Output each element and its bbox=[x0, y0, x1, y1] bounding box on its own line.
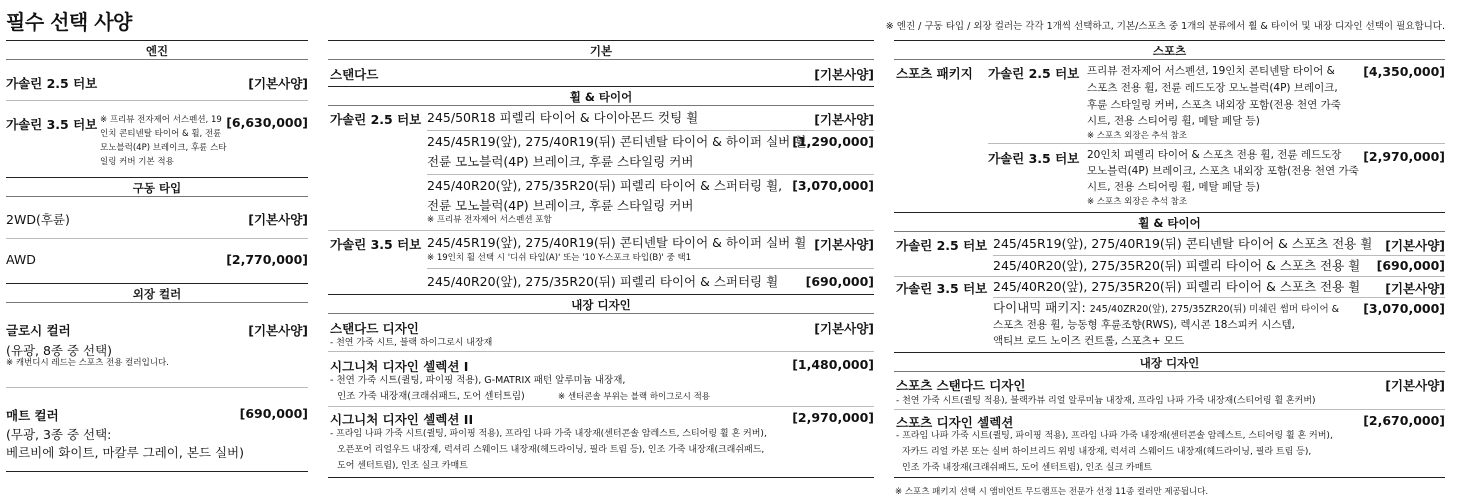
m-25-r3-desc1: 245/40R20(앞), 275/35R20(뒤) 피렐리 타이어 & 스퍼터링 휠, bbox=[427, 178, 783, 193]
divider bbox=[328, 406, 874, 407]
drive-header: 구동 타입 bbox=[6, 177, 308, 197]
std-design-price: [기본사양] bbox=[814, 321, 874, 336]
sw35-r2-price: [3,070,000] bbox=[1363, 301, 1445, 316]
m-35-r2-price: [690,000] bbox=[805, 274, 874, 289]
m-25-r1-price: [기본사양] bbox=[814, 112, 874, 127]
top-note: ※ 엔진 / 구동 타입 / 외장 컬러는 각각 1개씩 선택하고, 기본/스포츠 중 1개의 분류에서 휠 & 타이어 및 내장 디자인 선택이 필요합니다. bbox=[885, 21, 1445, 32]
matte-price: [690,000] bbox=[239, 406, 308, 421]
sw35-r1-price: [기본사양] bbox=[1385, 281, 1445, 296]
sig1-desc2: 인조 가죽 내장재(크래쉬패드, 도어 센터트림) bbox=[337, 391, 525, 402]
exterior-header: 외장 컬러 bbox=[6, 283, 308, 303]
m-25-r3-desc2: 전륜 모노블럭(4P) 브레이크, 후륜 스타일링 커버 bbox=[427, 198, 694, 213]
footnote: ※ 스포츠 패키지 선택 시 앰비언트 무드램프는 전문가 선정 11종 컬러만 제공됩니다. bbox=[895, 487, 1209, 497]
m-25-r2-desc1: 245/45R19(앞), 275/40R19(뒤) 콘티넨탈 타이어 & 하이퍼 실버 휠, bbox=[427, 134, 811, 149]
standard-price: [기본사양] bbox=[814, 67, 874, 82]
engine-35-note: ※ 프리뷰 전자제어 서스펜션, 19인치 콘티넨탈 타이어 & 휠, 전륜 모노블럭(4P) 브레이크, 후륜 스타일링 커버 기본 적용 bbox=[100, 115, 227, 167]
divider bbox=[6, 471, 308, 472]
matte-sub1: (무광, 3종 중 선택: bbox=[6, 427, 112, 442]
m-35-r1-note: ※ 19인치 휠 선택 시 '디쉬 타입(A)' 또는 '10 Y-스포크 타입(B)' 중 택1 bbox=[427, 253, 692, 263]
m-35-r2-desc: 245/40R20(앞), 275/35R20(뒤) 피렐리 타이어 & 스퍼터링 휠 bbox=[427, 274, 779, 289]
pkg35-desc2: 모노블럭(4P) 브레이크, 스포츠 내외장 포함(전용 천연 가죽 bbox=[1087, 165, 1359, 177]
drive-2wd-label: 2WD(후륜) bbox=[6, 212, 70, 227]
pkg25-note: ※ 스포츠 외장은 추석 참조 bbox=[1087, 131, 1188, 141]
drive-awd-price: [2,770,000] bbox=[226, 252, 308, 267]
divider bbox=[894, 409, 1445, 410]
basic-header: 기본 bbox=[328, 40, 874, 60]
gloss-sub: (유광, 8종 중 선택) bbox=[6, 343, 113, 358]
sig1-label: 시그니처 디자인 셀렉션 I bbox=[330, 359, 469, 374]
sport-std-desc: - 천연 가죽 시트(퀼팅 적용), 블랙카뷰 리얼 알루미늄 내장재, 프라임 나파 가죽 내장재(스티어링 휠 혼커버) bbox=[896, 396, 1316, 406]
sw25-r2-price: [690,000] bbox=[1376, 258, 1445, 273]
m-35-r1-price: [기본사양] bbox=[814, 237, 874, 252]
m-25-r3-note: ※ 프리뷰 전자제어 서스펜션 포함 bbox=[427, 215, 552, 225]
sw35-r2-desc2: 스포츠 전용 휠, 능동형 후륜조향(RWS), 렉시콘 18스피커 시스템, bbox=[993, 319, 1295, 331]
sport-interior-header: 내장 디자인 bbox=[894, 352, 1445, 372]
sport-sel-desc1: - 프라임 나파 가죽 시트(퀼팅, 파이핑 적용), 프라임 나파 가죽 내장재(센터콘솔 암레스트, 스티어링 휠 혼 커버), bbox=[896, 431, 1333, 441]
pkg35-desc3: 시트, 전용 스티어링 휠, 메탈 페달 등) bbox=[1087, 181, 1260, 193]
matte-label: 매트 컬러 bbox=[6, 408, 59, 423]
m-35-r1-desc: 245/45R19(앞), 275/40R19(뒤) 콘티넨탈 타이어 & 하이퍼 실버 휠 bbox=[427, 235, 807, 250]
m-25-label: 가솔린 2.5 터보 bbox=[330, 112, 422, 127]
sig1-note: ※ 센터콘솔 부위는 블랙 하이그로시 적용 bbox=[558, 392, 711, 402]
sport-std-price: [기본사양] bbox=[1385, 378, 1445, 393]
m-25-r3-price: [3,070,000] bbox=[792, 178, 874, 193]
divider bbox=[6, 100, 308, 101]
pkg35-price: [2,970,000] bbox=[1363, 149, 1445, 164]
drive-2wd-price: [기본사양] bbox=[248, 212, 308, 227]
sig2-desc1: - 프라임 나파 가죽 시트(퀼팅, 파이핑 적용), 프라임 나파 가죽 내장재(센터콘솔 암레스트, 스티어링 휠 혼 커버), bbox=[330, 429, 767, 439]
engine-35-price: [6,630,000] bbox=[226, 115, 308, 130]
standard-label: 스탠다드 bbox=[330, 67, 379, 82]
gloss-note: ※ 캐번디시 레드는 스포츠 전용 컬러입니다. bbox=[6, 358, 169, 368]
pkg35-label: 가솔린 3.5 터보 bbox=[988, 151, 1080, 166]
pkg25-price: [4,350,000] bbox=[1363, 64, 1445, 79]
m-25-r2-price: [1,290,000] bbox=[792, 134, 874, 149]
sw35-r2-desc3: 액티브 로드 노이즈 컨트롤, 스포츠+ 모드 bbox=[993, 335, 1185, 347]
sig2-desc3: 도어 센터트림), 인조 실크 카매트 bbox=[337, 461, 468, 471]
pkg25-desc2: 스포츠 전용 휠, 전륜 레드도장 모노블럭(4P) 브레이크, bbox=[1087, 82, 1338, 94]
engine-35-label: 가솔린 3.5 터보 bbox=[6, 117, 98, 132]
std-design-label: 스탠다드 디자인 bbox=[330, 321, 419, 336]
engine-header: 엔진 bbox=[6, 40, 308, 60]
sport-std-label: 스포츠 스탠다드 디자인 bbox=[896, 378, 1026, 393]
pkg35-note: ※ 스포츠 외장은 추석 참조 bbox=[1087, 197, 1188, 207]
divider bbox=[988, 143, 1445, 144]
sw25-label: 가솔린 2.5 터보 bbox=[896, 238, 988, 253]
interior-header: 내장 디자인 bbox=[328, 294, 874, 314]
pkg35-desc1: 20인치 피렐리 타이어 & 스포츠 전용 휠, 전륜 레드도장 bbox=[1087, 149, 1342, 161]
divider bbox=[427, 130, 874, 131]
sw35-label: 가솔린 3.5 터보 bbox=[896, 281, 988, 296]
sw25-r1-desc: 245/45R19(앞), 275/40R19(뒤) 콘티넨탈 타이어 & 스포츠 전용 휠 bbox=[993, 236, 1373, 251]
wheel-header: 휠 & 타이어 bbox=[328, 86, 874, 106]
divider bbox=[6, 238, 308, 239]
pkg25-desc1: 프리뷰 전자제어 서스펜션, 19인치 콘티넨탈 타이어 & bbox=[1087, 65, 1335, 77]
engine-25-label: 가솔린 2.5 터보 bbox=[6, 76, 98, 91]
m-25-r1-desc: 245/50R18 피렐리 타이어 & 다이아몬드 컷팅 휠 bbox=[427, 110, 699, 125]
divider bbox=[328, 477, 874, 478]
sport-sel-desc2: 자카드 리얼 카본 또는 실버 하이브리드 위빙 내장재, 럭셔리 스웨이드 내장재(헤드라이닝, 필라 트림 등), bbox=[902, 447, 1312, 457]
sw35-r2-desc bbox=[993, 298, 1339, 319]
pkg25-label: 가솔린 2.5 터보 bbox=[988, 66, 1080, 81]
sport-header: 스포츠 bbox=[894, 40, 1445, 60]
matte-sub2: 베르비에 화이트, 마칼루 그레이, 본드 실버) bbox=[6, 445, 244, 460]
divider bbox=[427, 174, 874, 175]
sig1-desc1: - 천연 가죽 시트(퀼팅, 파이핑 적용), G-MATRIX 패턴 알루미늄 내장재, bbox=[330, 375, 626, 386]
gloss-price: [기본사양] bbox=[248, 323, 308, 338]
sport-sel-desc3: 인조 가죽 내장재(크래쉬패드, 도어 센터트림), 인조 실크 카매트 bbox=[902, 463, 1153, 473]
engine-25-price: [기본사양] bbox=[248, 76, 308, 91]
divider bbox=[328, 230, 874, 231]
pkg25-desc4: 시트, 전용 스티어링 휠, 메탈 페달 등) bbox=[1087, 115, 1260, 127]
m-25-r2-desc2: 전륜 모노블럭(4P) 브레이크, 후륜 스타일링 커버 bbox=[427, 154, 694, 169]
drive-awd-label: AWD bbox=[6, 252, 36, 267]
sw25-r1-price: [기본사양] bbox=[1385, 238, 1445, 253]
sw25-r2-desc: 245/40R20(앞), 275/35R20(뒤) 피렐리 타이어 & 스포츠 전용 휠 bbox=[993, 258, 1361, 273]
divider bbox=[894, 477, 1445, 478]
gloss-label: 글로시 컬러 bbox=[6, 323, 71, 338]
sport-sel-label: 스포츠 디자인 셀렉션 bbox=[896, 415, 1014, 430]
sport-wheel-header: 휠 & 타이어 bbox=[894, 212, 1445, 232]
sig2-label: 시그니처 디자인 셀렉션 II bbox=[330, 412, 474, 427]
divider bbox=[427, 268, 874, 269]
pkg25-desc3: 후륜 스타일링 커버, 스포츠 내외장 포함(전용 천연 가죽 bbox=[1087, 99, 1341, 111]
std-design-desc: - 천연 가죽 시트, 블랙 하이그로시 내장재 bbox=[330, 338, 493, 348]
sig2-desc2: 오픈포어 리얼우드 내장재, 럭셔리 스웨이드 내장재(헤드라이닝, 필라 트림 등), 인조 가죽 내장재(크래쉬패드, bbox=[337, 445, 765, 455]
sw35-r2-desc-a: 다이내믹 패키지: bbox=[993, 300, 1090, 315]
sw35-r1-desc: 245/40R20(앞), 275/35R20(뒤) 피렐리 타이어 & 스포츠 전용 휠 bbox=[993, 279, 1361, 294]
m-35-label: 가솔린 3.5 터보 bbox=[330, 237, 422, 252]
divider bbox=[328, 351, 874, 352]
sport-package-label: 스포츠 패키지 bbox=[896, 66, 973, 81]
page-title: 필수 선택 사양 bbox=[6, 10, 132, 34]
divider bbox=[6, 387, 308, 388]
sig2-price: [2,970,000] bbox=[792, 410, 874, 425]
sig1-price: [1,480,000] bbox=[792, 357, 874, 372]
sw35-r2-desc-b: 245/40ZR20(앞), 275/35ZR20(뒤) 미쉐린 썸머 타이어 & bbox=[1089, 304, 1340, 315]
sport-sel-price: [2,670,000] bbox=[1363, 413, 1445, 428]
